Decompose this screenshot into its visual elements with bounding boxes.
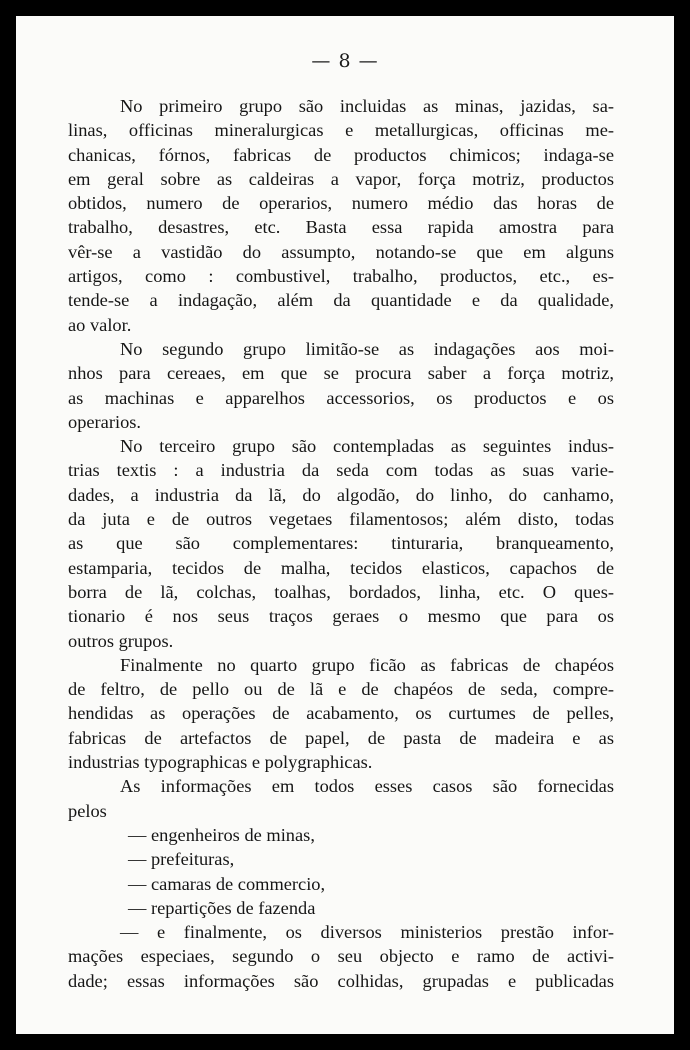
text-line: dade; essas informações são colhidas, grupadas e publicadas xyxy=(68,970,614,991)
list-item: — repartições de fazenda xyxy=(128,897,316,918)
text-line: No terceiro grupo são contempladas as seguintes indus- xyxy=(120,436,614,457)
text-line: industrias typographicas e polygraphicas. xyxy=(68,752,373,773)
text-line: No primeiro grupo são incluidas as minas, jazidas, sa- xyxy=(120,96,614,116)
list-item: — prefeituras, xyxy=(128,849,235,870)
document-page xyxy=(16,16,674,1034)
text-line: as que são complementares: tinturaria, branqueamento, xyxy=(68,533,614,554)
text-line: em geral sobre as caldeiras a vapor, força motriz, productos xyxy=(68,168,614,189)
text-line: tende-se a indagação, além da quantidade e da qualidade, xyxy=(68,290,614,311)
text-line: as machinas e apparelhos accessorios, os productos e os xyxy=(68,387,614,408)
list-item: — engenheiros de minas, xyxy=(128,824,315,845)
text-line: estamparia, tecidos de malha, tecidos elasticos, capachos de xyxy=(68,557,614,578)
text-line: — e finalmente, os diversos ministerios prestão infor- xyxy=(120,922,614,943)
body-text xyxy=(68,94,614,993)
text-line: Finalmente no quarto grupo ficão as fabricas de chapéos xyxy=(120,654,614,675)
text-line: hendidas as operações de acabamento, os curtumes de pelles, xyxy=(68,703,614,724)
text-line: vêr-se a vastidão do assumpto, notando-se que em alguns xyxy=(68,241,614,262)
text-line: No segundo grupo limitão-se as indagações aos moi- xyxy=(120,338,614,359)
text-line: mações especiaes, segundo o seu objecto e ramo de activi- xyxy=(68,946,614,967)
text-line: As informações em todos esses casos são fornecidas xyxy=(120,776,614,797)
page-number: — 8 — xyxy=(311,50,379,72)
text-line: nhos para cereaes, em que se procura saber a força motriz, xyxy=(68,363,614,384)
text-line: ao valor. xyxy=(68,314,132,335)
text-line: linas, officinas mineralurgicas e metallurgicas, officinas me- xyxy=(68,120,614,141)
text-line: tionario é nos seus traços geraes o mesmo que para os xyxy=(68,606,614,627)
text-line: pelos xyxy=(68,800,107,821)
text-line: dades, a industria da lã, do algodão, do linho, do canhamo, xyxy=(68,484,614,505)
text-line: da juta e de outros vegetaes filamentosos; além disto, todas xyxy=(68,509,614,530)
text-line: operarios. xyxy=(68,411,142,432)
text-line: chanicas, fórnos, fabricas de productos chimicos; indaga-se xyxy=(68,144,614,165)
list-item: — camaras de commercio, xyxy=(128,873,326,894)
text-line: outros grupos. xyxy=(68,630,174,651)
text-line: artigos, como : combustivel, trabalho, productos, etc., es- xyxy=(68,266,614,287)
text-line: trabalho, desastres, etc. Basta essa rapida amostra para xyxy=(68,217,614,238)
text-line: obtidos, numero de operarios, numero médio das horas de xyxy=(68,193,614,214)
text-line: fabricas de artefactos de papel, de pasta de madeira e as xyxy=(68,727,614,748)
text-line: trias textis : a industria da seda com todas as suas varie- xyxy=(68,460,614,481)
text-line: de feltro, de pello ou de lã e de chapéos de seda, compre- xyxy=(68,679,614,700)
text-line: borra de lã, colchas, toalhas, bordados, linha, etc. O ques- xyxy=(68,581,614,602)
